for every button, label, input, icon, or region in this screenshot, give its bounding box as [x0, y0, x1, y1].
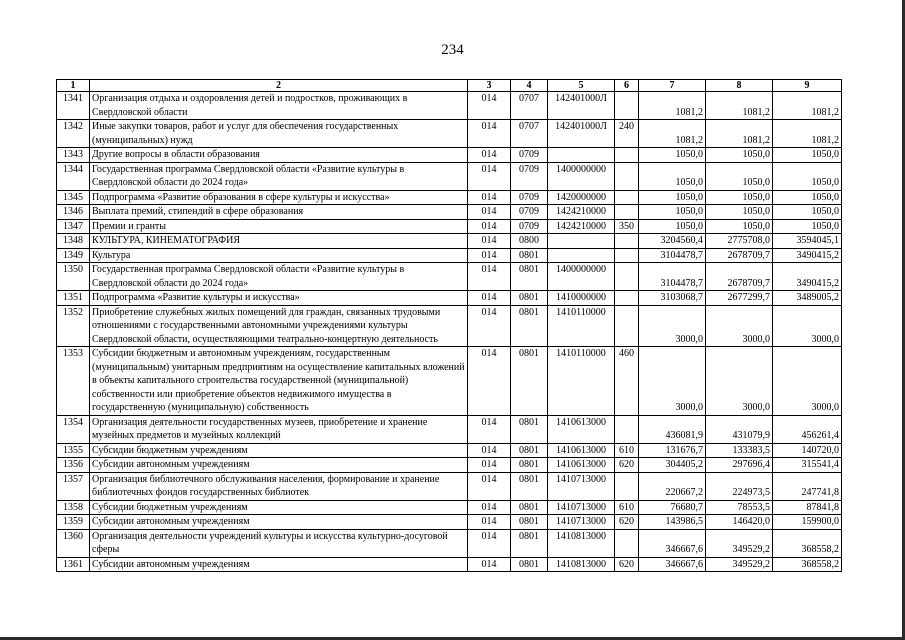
item-name: Иные закупки товаров, работ и услуг для обеспечения государственных (муниципальных) нужд [90, 120, 468, 148]
amount-col-9: 159900,0 [773, 515, 842, 530]
row-number: 1361 [57, 557, 90, 572]
item-name: Подпрограмма «Развитие образования в сфере культуры и искусства» [90, 190, 468, 205]
ministry-code: 014 [468, 162, 511, 190]
column-header: 4 [511, 80, 548, 92]
section-code: 0801 [511, 415, 548, 443]
table-row [57, 92, 842, 120]
column-header: 9 [773, 80, 842, 92]
amount-col-7: 220667,2 [639, 472, 706, 500]
table-row [57, 291, 842, 306]
amount-col-7: 1050,0 [639, 205, 706, 220]
table-row [57, 472, 842, 500]
item-name: Выплата премий, стипендий в сфере образования [90, 205, 468, 220]
section-code: 0800 [511, 234, 548, 249]
target-item-code: 1410110000 [548, 347, 615, 416]
amount-col-7: 3000,0 [639, 347, 706, 416]
section-code: 0801 [511, 291, 548, 306]
amount-col-8: 1050,0 [706, 205, 773, 220]
amount-col-9: 1081,2 [773, 92, 842, 120]
item-name: Организация деятельности государственных музеев, приобретение и хранение музейных предметов и музейных коллекций [90, 415, 468, 443]
ministry-code: 014 [468, 205, 511, 220]
amount-col-8: 2678709,7 [706, 263, 773, 291]
section-code: 0801 [511, 500, 548, 515]
row-number: 1356 [57, 458, 90, 473]
target-item-code: 1410713000 [548, 472, 615, 500]
amount-col-7: 304405,2 [639, 458, 706, 473]
expense-type-code: 610 [615, 500, 639, 515]
amount-col-9: 3490415,2 [773, 263, 842, 291]
expense-type-code [615, 291, 639, 306]
amount-col-8: 1081,2 [706, 120, 773, 148]
ministry-code: 014 [468, 500, 511, 515]
expense-type-code: 620 [615, 458, 639, 473]
ministry-code: 014 [468, 515, 511, 530]
table-row [57, 305, 842, 347]
row-number: 1342 [57, 120, 90, 148]
item-name: Субсидии бюджетным учреждениям [90, 443, 468, 458]
amount-col-8: 2677299,7 [706, 291, 773, 306]
section-code: 0709 [511, 190, 548, 205]
amount-col-9: 3594045,1 [773, 234, 842, 249]
section-code: 0801 [511, 347, 548, 416]
item-name: Организация отдыха и оздоровления детей и подростков, проживающих в Свердловской области [90, 92, 468, 120]
column-header: 2 [90, 80, 468, 92]
amount-col-7: 3000,0 [639, 305, 706, 347]
expense-type-code [615, 472, 639, 500]
item-name: Организация библиотечного обслуживания населения, формирование и хранение библиотечных фондов государственных библиотек [90, 472, 468, 500]
target-item-code: 1400000000 [548, 162, 615, 190]
table-row [57, 205, 842, 220]
table-row [57, 458, 842, 473]
amount-col-9: 1050,0 [773, 190, 842, 205]
amount-col-9: 87841,8 [773, 500, 842, 515]
target-item-code [548, 248, 615, 263]
expense-type-code [615, 529, 639, 557]
amount-col-8: 3000,0 [706, 305, 773, 347]
item-name: Государственная программа Свердловской области «Развитие культуры в Свердловской области до 2024 года» [90, 263, 468, 291]
table-row [57, 162, 842, 190]
amount-col-9: 3000,0 [773, 347, 842, 416]
page-number: 234 [441, 42, 464, 58]
item-name: Субсидии бюджетным учреждениям [90, 500, 468, 515]
ministry-code: 014 [468, 557, 511, 572]
amount-col-8: 1050,0 [706, 219, 773, 234]
amount-col-7: 76680,7 [639, 500, 706, 515]
amount-col-7: 131676,7 [639, 443, 706, 458]
amount-col-8: 2775708,0 [706, 234, 773, 249]
amount-col-8: 133383,5 [706, 443, 773, 458]
amount-col-7: 1050,0 [639, 219, 706, 234]
amount-col-8: 1050,0 [706, 148, 773, 163]
row-number: 1343 [57, 148, 90, 163]
ministry-code: 014 [468, 120, 511, 148]
amount-col-8: 1050,0 [706, 190, 773, 205]
ministry-code: 014 [468, 234, 511, 249]
amount-col-9: 315541,4 [773, 458, 842, 473]
amount-col-8: 1050,0 [706, 162, 773, 190]
expense-type-code [615, 92, 639, 120]
amount-col-9: 1081,2 [773, 120, 842, 148]
row-number: 1354 [57, 415, 90, 443]
expense-type-code [615, 148, 639, 163]
amount-col-7: 346667,6 [639, 557, 706, 572]
row-number: 1350 [57, 263, 90, 291]
amount-col-8: 297696,4 [706, 458, 773, 473]
target-item-code: 1424210000 [548, 219, 615, 234]
table-row [57, 190, 842, 205]
row-number: 1346 [57, 205, 90, 220]
section-code: 0709 [511, 162, 548, 190]
row-number: 1344 [57, 162, 90, 190]
amount-col-9: 3000,0 [773, 305, 842, 347]
amount-col-7: 3103068,7 [639, 291, 706, 306]
amount-col-7: 3104478,7 [639, 248, 706, 263]
amount-col-9: 1050,0 [773, 162, 842, 190]
table-row [57, 529, 842, 557]
expense-type-code: 350 [615, 219, 639, 234]
table-row [57, 515, 842, 530]
ministry-code: 014 [468, 347, 511, 416]
amount-col-8: 431079,9 [706, 415, 773, 443]
ministry-code: 014 [468, 148, 511, 163]
item-name: Государственная программа Свердловской области «Развитие культуры в Свердловской области до 2024 года» [90, 162, 468, 190]
expense-type-code: 460 [615, 347, 639, 416]
row-number: 1348 [57, 234, 90, 249]
table-row [57, 219, 842, 234]
amount-col-8: 3000,0 [706, 347, 773, 416]
expense-type-code [615, 415, 639, 443]
expense-type-code: 240 [615, 120, 639, 148]
row-number: 1358 [57, 500, 90, 515]
ministry-code: 014 [468, 443, 511, 458]
table-header-row [57, 80, 842, 92]
amount-col-7: 436081,9 [639, 415, 706, 443]
expense-type-code: 620 [615, 515, 639, 530]
amount-col-9: 3490415,2 [773, 248, 842, 263]
expense-type-code [615, 205, 639, 220]
amount-col-9: 368558,2 [773, 529, 842, 557]
column-header: 6 [615, 80, 639, 92]
section-code: 0801 [511, 305, 548, 347]
ministry-code: 014 [468, 248, 511, 263]
target-item-code: 1410000000 [548, 291, 615, 306]
amount-col-8: 1081,2 [706, 92, 773, 120]
item-name: Приобретение служебных жилых помещений для граждан, связанных трудовыми отношениями с государственными автономными учреждениями культуры Свердловской области, осуществляющими театрально-концертную деятельность [90, 305, 468, 347]
amount-col-9: 368558,2 [773, 557, 842, 572]
amount-col-7: 1081,2 [639, 92, 706, 120]
row-number: 1341 [57, 92, 90, 120]
expense-type-code [615, 162, 639, 190]
item-name: Субсидии автономным учреждениям [90, 458, 468, 473]
amount-col-7: 3204560,4 [639, 234, 706, 249]
section-code: 0801 [511, 529, 548, 557]
target-item-code: 1410813000 [548, 557, 615, 572]
target-item-code: 1410613000 [548, 443, 615, 458]
item-name: Другие вопросы в области образования [90, 148, 468, 163]
amount-col-9: 140720,0 [773, 443, 842, 458]
item-name: Культура [90, 248, 468, 263]
amount-col-7: 1081,2 [639, 120, 706, 148]
item-name: Подпрограмма «Развитие культуры и искусства» [90, 291, 468, 306]
amount-col-7: 1050,0 [639, 190, 706, 205]
row-number: 1355 [57, 443, 90, 458]
target-item-code: 1424210000 [548, 205, 615, 220]
ministry-code: 014 [468, 415, 511, 443]
ministry-code: 014 [468, 305, 511, 347]
amount-col-8: 224973,5 [706, 472, 773, 500]
section-code: 0709 [511, 219, 548, 234]
table-row [57, 148, 842, 163]
table-row [57, 234, 842, 249]
expense-type-code [615, 190, 639, 205]
target-item-code: 142401000Л [548, 120, 615, 148]
expense-type-code: 620 [615, 557, 639, 572]
column-header: 8 [706, 80, 773, 92]
target-item-code: 1410613000 [548, 415, 615, 443]
target-item-code: 1400000000 [548, 263, 615, 291]
expense-type-code [615, 263, 639, 291]
table-row [57, 443, 842, 458]
row-number: 1353 [57, 347, 90, 416]
ministry-code: 014 [468, 92, 511, 120]
section-code: 0801 [511, 557, 548, 572]
item-name: Субсидии автономным учреждениям [90, 557, 468, 572]
table-row [57, 500, 842, 515]
section-code: 0707 [511, 92, 548, 120]
expense-type-code: 610 [615, 443, 639, 458]
row-number: 1359 [57, 515, 90, 530]
section-code: 0709 [511, 205, 548, 220]
amount-col-9: 456261,4 [773, 415, 842, 443]
table-row [57, 557, 842, 572]
amount-col-7: 346667,6 [639, 529, 706, 557]
item-name: Субсидии автономным учреждениям [90, 515, 468, 530]
amount-col-7: 1050,0 [639, 162, 706, 190]
row-number: 1347 [57, 219, 90, 234]
expense-type-code [615, 305, 639, 347]
expense-type-code [615, 248, 639, 263]
section-code: 0709 [511, 148, 548, 163]
ministry-code: 014 [468, 472, 511, 500]
section-code: 0801 [511, 248, 548, 263]
ministry-code: 014 [468, 190, 511, 205]
column-header: 7 [639, 80, 706, 92]
target-item-code [548, 234, 615, 249]
target-item-code: 1410613000 [548, 458, 615, 473]
row-number: 1349 [57, 248, 90, 263]
column-header: 5 [548, 80, 615, 92]
amount-col-8: 146420,0 [706, 515, 773, 530]
table-row [57, 415, 842, 443]
target-item-code: 142401000Л [548, 92, 615, 120]
target-item-code: 1410110000 [548, 305, 615, 347]
target-item-code: 1420000000 [548, 190, 615, 205]
ministry-code: 014 [468, 529, 511, 557]
row-number: 1357 [57, 472, 90, 500]
target-item-code: 1410713000 [548, 500, 615, 515]
ministry-code: 014 [468, 291, 511, 306]
item-name: Субсидии бюджетным и автономным учреждениям, государственным (муниципальным) унитарным предприятиям на осуществление капитальных вложений в объекты капитального строительства государственной (муниципальной) собственности или приобретение объектов недвижимого имущества в государственную (муниципальную) собственность [90, 347, 468, 416]
amount-col-8: 2678709,7 [706, 248, 773, 263]
section-code: 0707 [511, 120, 548, 148]
amount-col-9: 247741,8 [773, 472, 842, 500]
amount-col-8: 78553,5 [706, 500, 773, 515]
amount-col-9: 1050,0 [773, 148, 842, 163]
column-header: 1 [57, 80, 90, 92]
row-number: 1360 [57, 529, 90, 557]
target-item-code [548, 148, 615, 163]
row-number: 1345 [57, 190, 90, 205]
table-row [57, 248, 842, 263]
section-code: 0801 [511, 263, 548, 291]
amount-col-7: 3104478,7 [639, 263, 706, 291]
ministry-code: 014 [468, 219, 511, 234]
budget-table [56, 79, 842, 572]
section-code: 0801 [511, 458, 548, 473]
section-code: 0801 [511, 443, 548, 458]
amount-col-8: 349529,2 [706, 529, 773, 557]
target-item-code: 1410813000 [548, 529, 615, 557]
section-code: 0801 [511, 472, 548, 500]
amount-col-7: 143986,5 [639, 515, 706, 530]
row-number: 1352 [57, 305, 90, 347]
table-row [57, 263, 842, 291]
amount-col-9: 3489005,2 [773, 291, 842, 306]
expense-type-code [615, 234, 639, 249]
section-code: 0801 [511, 515, 548, 530]
amount-col-8: 349529,2 [706, 557, 773, 572]
item-name: КУЛЬТУРА, КИНЕМАТОГРАФИЯ [90, 234, 468, 249]
amount-col-9: 1050,0 [773, 205, 842, 220]
target-item-code: 1410713000 [548, 515, 615, 530]
table-row [57, 347, 842, 416]
row-number: 1351 [57, 291, 90, 306]
table-row [57, 120, 842, 148]
column-header: 3 [468, 80, 511, 92]
item-name: Премии и гранты [90, 219, 468, 234]
amount-col-7: 1050,0 [639, 148, 706, 163]
item-name: Организация деятельности учреждений культуры и искусства культурно-досуговой сферы [90, 529, 468, 557]
amount-col-9: 1050,0 [773, 219, 842, 234]
ministry-code: 014 [468, 458, 511, 473]
ministry-code: 014 [468, 263, 511, 291]
